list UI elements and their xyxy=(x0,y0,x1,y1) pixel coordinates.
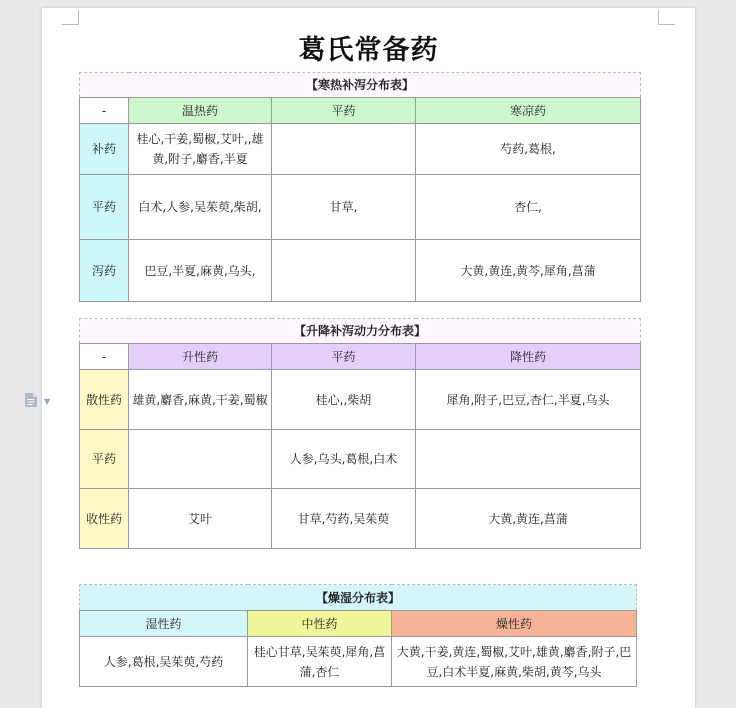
margin-corner-mark xyxy=(62,10,79,25)
table-cell: 桂心,干姜,蜀椒,艾叶,,雄黄,附子,麝香,半夏 xyxy=(129,124,272,175)
column-header-ascending: 升性药 xyxy=(129,344,272,370)
table-cell: 桂心甘草,吴茱萸,犀角,菖蒲,杏仁 xyxy=(248,637,392,687)
table-cell: 白术,人参,吴茱萸,柴胡, xyxy=(129,175,272,240)
table-cell: 大黄,黄连,黄芩,犀角,菖蒲 xyxy=(416,240,641,302)
table-cell: 大黄,干姜,黄连,蜀椒,艾叶,雄黄,麝香,附子,巴豆,白术半夏,麻黄,柴胡,黄芩,乌头 xyxy=(392,637,637,687)
table-cell xyxy=(129,430,272,489)
document-icon[interactable] xyxy=(24,392,38,408)
table-cell: 甘草, xyxy=(272,175,416,240)
table-cell xyxy=(272,124,416,175)
table-cell xyxy=(272,240,416,302)
header-corner: - xyxy=(80,344,129,370)
column-header-wet: 湿性药 xyxy=(80,611,248,637)
document-page xyxy=(42,8,695,708)
table-cell: 人参,葛根,吴茱萸,芍药 xyxy=(80,637,248,687)
table-caption: 【寒热补泻分布表】 xyxy=(80,73,641,98)
column-header-dry: 燥性药 xyxy=(392,611,637,637)
margin-corner-mark xyxy=(658,10,675,25)
column-header-warm: 温热药 xyxy=(129,98,272,124)
cold-heat-table xyxy=(79,72,641,302)
header-corner: - xyxy=(80,98,129,124)
row-header-tonify: 补药 xyxy=(80,124,129,175)
column-header-neutral: 平药 xyxy=(272,98,416,124)
row-header-purge: 泻药 xyxy=(80,240,129,302)
table-cell xyxy=(416,430,641,489)
document-title: 葛氏常备药 xyxy=(298,35,439,66)
row-header-neutral: 平药 xyxy=(80,430,129,489)
table-cell: 犀角,附子,巴豆,杏仁,半夏,乌头 xyxy=(416,370,641,430)
column-header-cold: 寒凉药 xyxy=(416,98,641,124)
table-cell: 巴豆,半夏,麻黄,乌头, xyxy=(129,240,272,302)
table-cell: 桂心,,柴胡 xyxy=(272,370,416,430)
dry-wet-table xyxy=(79,584,637,687)
table-cell: 人参,乌头,葛根,白术 xyxy=(272,430,416,489)
table-cell: 大黄,黄连,菖蒲 xyxy=(416,489,641,549)
row-header-dispersing: 散性药 xyxy=(80,370,129,430)
table-cell: 甘草,芍药,吴茱萸 xyxy=(272,489,416,549)
column-header-neutral: 中性药 xyxy=(248,611,392,637)
row-header-astringent: 收性药 xyxy=(80,489,129,549)
ascend-descend-table xyxy=(79,318,641,549)
dropdown-arrow-icon[interactable]: ▼ xyxy=(44,397,51,406)
row-header-neutral: 平药 xyxy=(80,175,129,240)
table-cell: 艾叶 xyxy=(129,489,272,549)
column-header-neutral: 平药 xyxy=(272,344,416,370)
table-cell: 雄黄,麝香,麻黄,干姜,蜀椒 xyxy=(129,370,272,430)
table-caption: 【燥湿分布表】 xyxy=(80,585,637,611)
table-caption: 【升降补泻动力分布表】 xyxy=(80,319,641,344)
table-cell: 芍药,葛根, xyxy=(416,124,641,175)
column-header-descending: 降性药 xyxy=(416,344,641,370)
table-cell: 杏仁, xyxy=(416,175,641,240)
